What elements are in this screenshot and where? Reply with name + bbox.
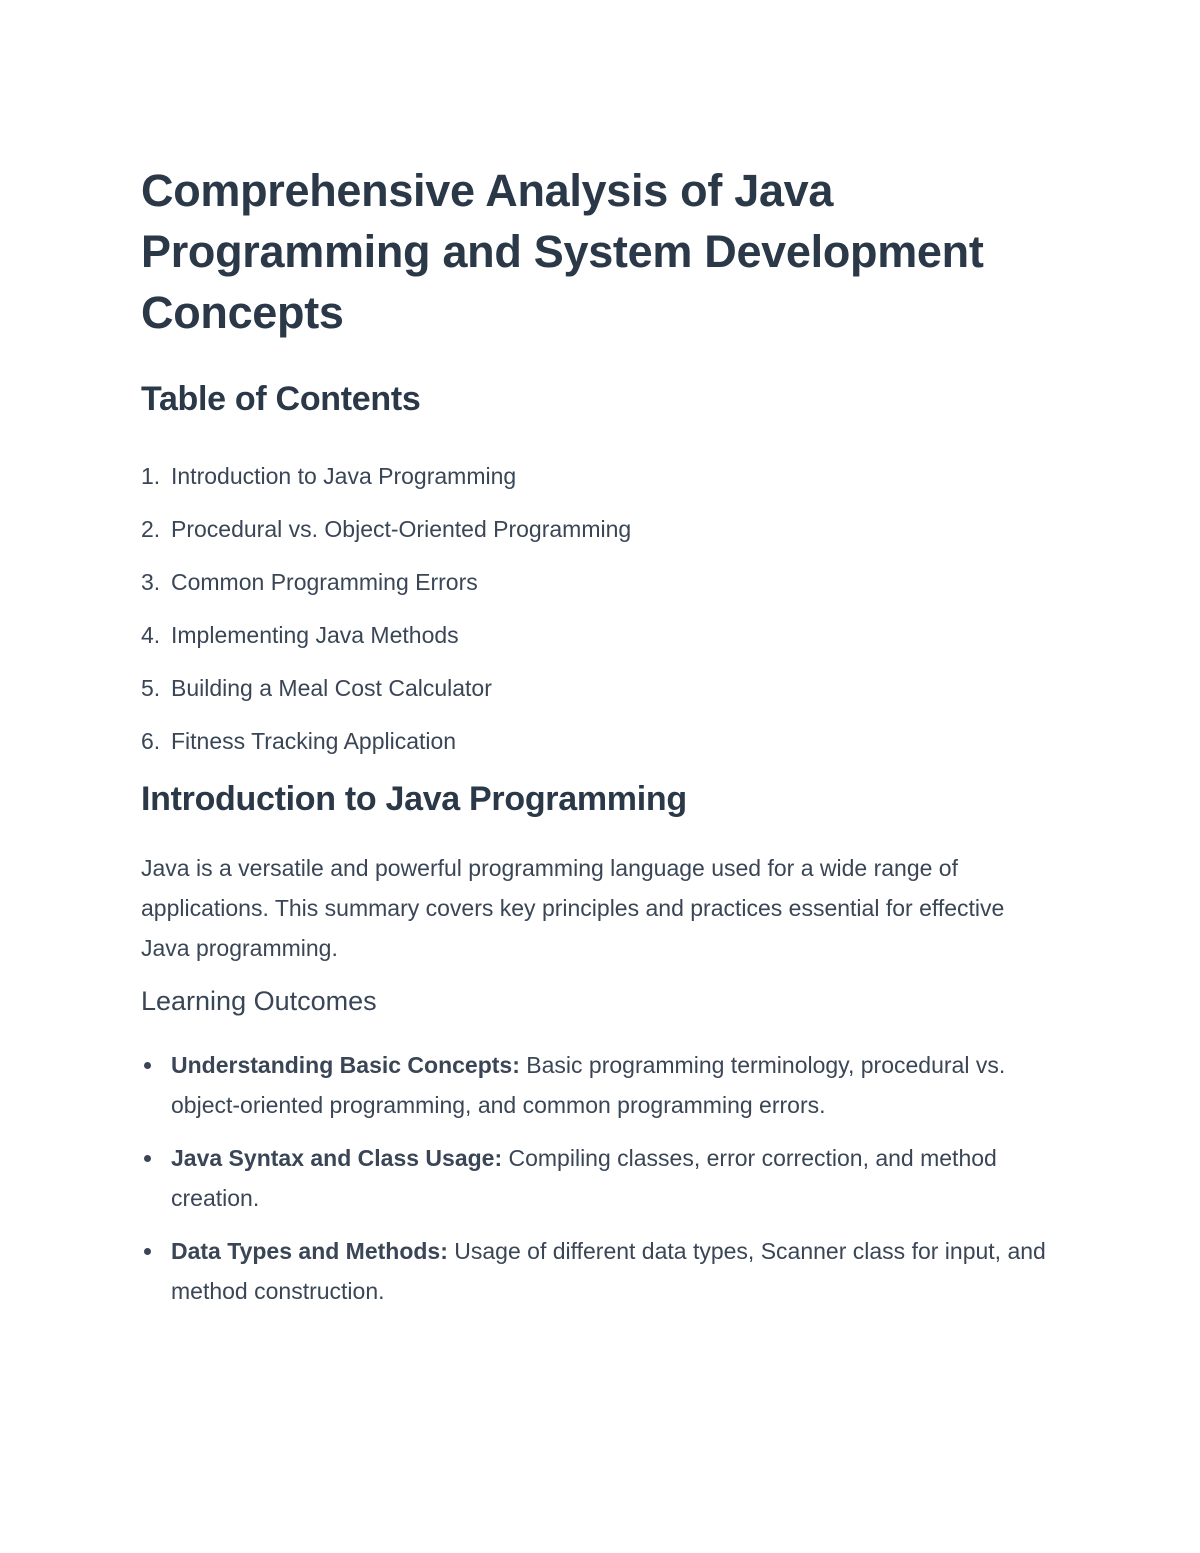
list-item-text: Usage of different data types, Scanner class for input, and method construction. <box>171 1238 1046 1304</box>
toc-item[interactable] <box>141 609 631 662</box>
document-title: Comprehensive Analysis of Java Programming and System Development Concepts <box>141 165 984 338</box>
toc-item[interactable] <box>141 556 631 609</box>
toc-item-label: Implementing Java Methods <box>171 622 459 648</box>
toc-item-number: 1. <box>141 463 161 489</box>
toc-item[interactable] <box>141 662 631 715</box>
toc-item-label: Fitness Tracking Application <box>171 728 457 754</box>
learning-outcomes-list <box>141 1045 1051 1324</box>
toc-heading: Table of Contents <box>141 380 421 418</box>
toc-item[interactable] <box>141 450 631 503</box>
learning-outcomes-heading: Learning Outcomes <box>141 986 377 1016</box>
section-heading-introduction: Introduction to Java Programming <box>141 780 687 818</box>
toc-item-number: 6. <box>141 728 161 754</box>
document-page <box>141 160 1061 1304</box>
toc-item-label: Building a Meal Cost Calculator <box>171 675 492 701</box>
toc-item-number: 4. <box>141 622 161 648</box>
list-item-term: Data Types and Methods: <box>171 1238 448 1264</box>
intro-paragraph: Java is a versatile and powerful programming language used for a wide range of applications. This summary covers key principles and practices essential for effective Java programming. <box>141 855 1005 961</box>
list-item <box>141 1231 1051 1311</box>
bullet-icon <box>144 1062 151 1069</box>
list-item <box>141 1045 1051 1125</box>
bullet-icon <box>144 1155 151 1162</box>
toc-item[interactable] <box>141 503 631 556</box>
toc-item-label: Common Programming Errors <box>171 569 478 595</box>
toc-item-number: 2. <box>141 516 161 542</box>
bullet-icon <box>144 1248 151 1255</box>
table-of-contents <box>141 450 631 768</box>
list-item-text: Basic programming terminology, procedural vs. object-oriented programming, and common programming errors. <box>171 1052 1006 1118</box>
list-item-term: Understanding Basic Concepts: <box>171 1052 520 1078</box>
toc-item-number: 3. <box>141 569 161 595</box>
list-item <box>141 1138 1051 1218</box>
list-item-term: Java Syntax and Class Usage: <box>171 1145 503 1171</box>
list-item-text: Compiling classes, error correction, and method creation. <box>171 1145 997 1211</box>
toc-item-label: Introduction to Java Programming <box>171 463 517 489</box>
toc-item-label: Procedural vs. Object-Oriented Programming <box>171 516 632 542</box>
toc-item[interactable] <box>141 715 631 768</box>
toc-item-number: 5. <box>141 675 161 701</box>
